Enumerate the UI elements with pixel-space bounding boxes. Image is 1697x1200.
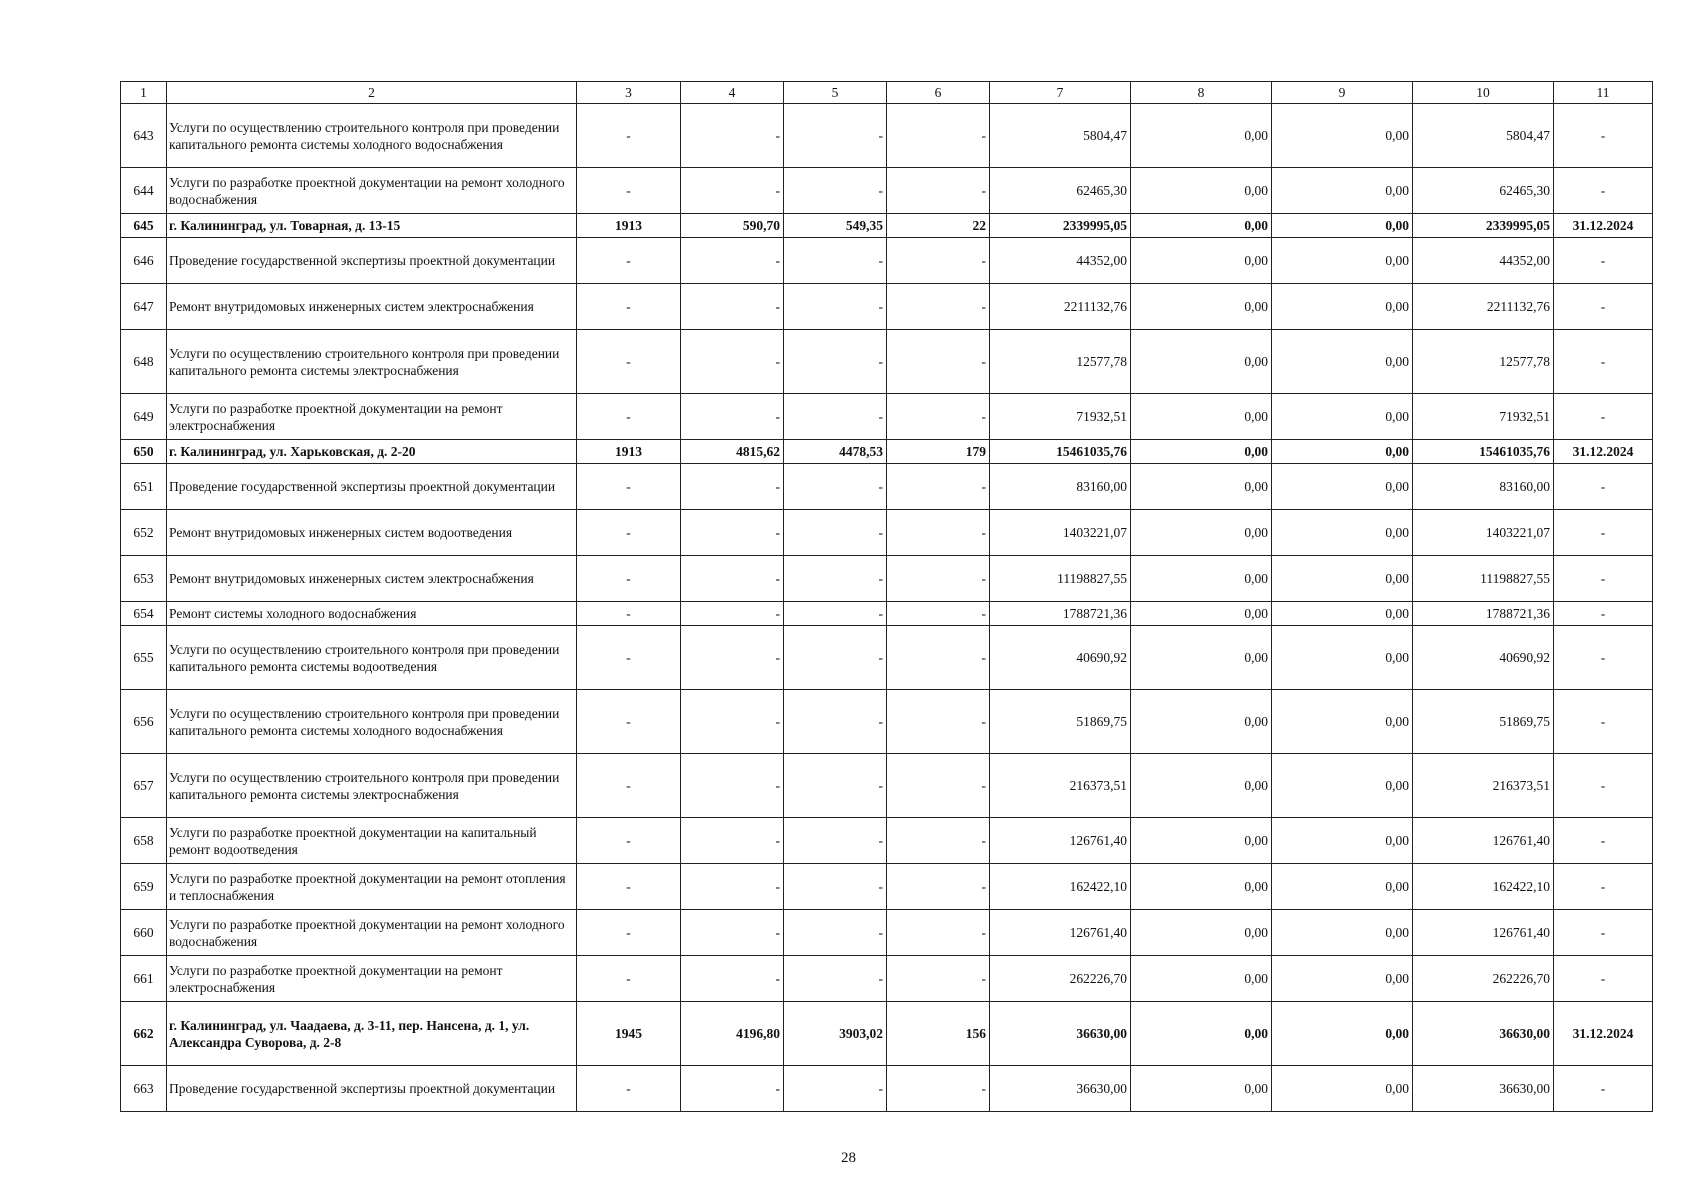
row-number-cell: 653 [121, 556, 167, 602]
residents-cell: - [887, 1066, 990, 1112]
table-row [121, 1002, 1653, 1066]
row-number-cell: 660 [121, 910, 167, 956]
fund-regional-cell: 0,00 [1272, 238, 1413, 284]
year-cell: 1945 [577, 1002, 681, 1066]
year-cell: - [577, 168, 681, 214]
header-cell: 4 [681, 82, 784, 104]
row-number-cell: 645 [121, 214, 167, 238]
area-living-cell: 4478,53 [784, 440, 887, 464]
fund-regional-cell: 0,00 [1272, 214, 1413, 238]
area-total-cell: - [681, 818, 784, 864]
area-living-cell: - [784, 818, 887, 864]
row-number-cell: 652 [121, 510, 167, 556]
table-row [121, 168, 1653, 214]
fund-regional-cell: 0,00 [1272, 556, 1413, 602]
area-living-cell: - [784, 1066, 887, 1112]
area-total-cell: - [681, 956, 784, 1002]
table-row [121, 330, 1653, 394]
table-row [121, 556, 1653, 602]
row-number-cell: 651 [121, 464, 167, 510]
fund-other-cell: 1403221,07 [1413, 510, 1554, 556]
row-number-cell: 647 [121, 284, 167, 330]
row-number-cell: 656 [121, 690, 167, 754]
fund-federal-cell: 0,00 [1131, 602, 1272, 626]
table-row [121, 214, 1653, 238]
table-row [121, 510, 1653, 556]
area-living-cell: - [784, 104, 887, 168]
year-cell: - [577, 910, 681, 956]
area-living-cell: 3903,02 [784, 1002, 887, 1066]
header-cell: 8 [1131, 82, 1272, 104]
fund-other-cell: 262226,70 [1413, 956, 1554, 1002]
header-cell: 10 [1413, 82, 1554, 104]
item-name-cell: Услуги по разработке проектной документации на ремонт электроснабжения [167, 956, 577, 1002]
deadline-cell: - [1554, 818, 1653, 864]
cost-total-cell: 40690,92 [990, 626, 1131, 690]
residents-cell: - [887, 602, 990, 626]
row-number-cell: 663 [121, 1066, 167, 1112]
area-total-cell: - [681, 168, 784, 214]
cost-total-cell: 216373,51 [990, 754, 1131, 818]
area-total-cell: 590,70 [681, 214, 784, 238]
deadline-cell: - [1554, 238, 1653, 284]
fund-federal-cell: 0,00 [1131, 284, 1272, 330]
table-header-row [121, 82, 1653, 104]
budget-table [120, 81, 1653, 1112]
fund-regional-cell: 0,00 [1272, 168, 1413, 214]
residents-cell: - [887, 754, 990, 818]
fund-other-cell: 36630,00 [1413, 1002, 1554, 1066]
row-number-cell: 662 [121, 1002, 167, 1066]
area-total-cell: - [681, 864, 784, 910]
fund-other-cell: 62465,30 [1413, 168, 1554, 214]
fund-federal-cell: 0,00 [1131, 464, 1272, 510]
fund-federal-cell: 0,00 [1131, 754, 1272, 818]
fund-regional-cell: 0,00 [1272, 910, 1413, 956]
area-total-cell: - [681, 556, 784, 602]
item-name-cell: Услуги по осуществлению строительного контроля при проведении капитального ремонта системы водоотведения [167, 626, 577, 690]
area-living-cell: - [784, 626, 887, 690]
cost-total-cell: 44352,00 [990, 238, 1131, 284]
item-name-cell: Проведение государственной экспертизы проектной документации [167, 1066, 577, 1112]
cost-total-cell: 83160,00 [990, 464, 1131, 510]
fund-federal-cell: 0,00 [1131, 864, 1272, 910]
area-living-cell: - [784, 556, 887, 602]
table-row [121, 104, 1653, 168]
cost-total-cell: 126761,40 [990, 910, 1131, 956]
residents-cell: - [887, 284, 990, 330]
year-cell: - [577, 330, 681, 394]
area-total-cell: - [681, 510, 784, 556]
table-row [121, 464, 1653, 510]
table-row [121, 910, 1653, 956]
fund-other-cell: 126761,40 [1413, 910, 1554, 956]
table-row [121, 440, 1653, 464]
fund-other-cell: 71932,51 [1413, 394, 1554, 440]
fund-federal-cell: 0,00 [1131, 818, 1272, 864]
residents-cell: - [887, 464, 990, 510]
residents-cell: - [887, 104, 990, 168]
area-living-cell: - [784, 394, 887, 440]
fund-other-cell: 162422,10 [1413, 864, 1554, 910]
header-cell: 9 [1272, 82, 1413, 104]
table-body [121, 82, 1653, 1112]
fund-federal-cell: 0,00 [1131, 238, 1272, 284]
cost-total-cell: 15461035,76 [990, 440, 1131, 464]
residents-cell: - [887, 910, 990, 956]
year-cell: - [577, 956, 681, 1002]
table-row [121, 956, 1653, 1002]
fund-other-cell: 51869,75 [1413, 690, 1554, 754]
fund-other-cell: 44352,00 [1413, 238, 1554, 284]
fund-regional-cell: 0,00 [1272, 602, 1413, 626]
fund-federal-cell: 0,00 [1131, 214, 1272, 238]
item-name-cell: Услуги по осуществлению строительного контроля при проведении капитального ремонта системы электроснабжения [167, 754, 577, 818]
row-number-cell: 654 [121, 602, 167, 626]
fund-federal-cell: 0,00 [1131, 690, 1272, 754]
fund-regional-cell: 0,00 [1272, 818, 1413, 864]
fund-federal-cell: 0,00 [1131, 956, 1272, 1002]
item-name-cell: Услуги по разработке проектной документации на ремонт холодного водоснабжения [167, 168, 577, 214]
area-living-cell: - [784, 754, 887, 818]
cost-total-cell: 2339995,05 [990, 214, 1131, 238]
item-name-cell: г. Калининград, ул. Чаадаева, д. 3-11, пер. Нансена, д. 1, ул. Александра Суворова, д. 2-8 [167, 1002, 577, 1066]
fund-federal-cell: 0,00 [1131, 556, 1272, 602]
area-total-cell: - [681, 104, 784, 168]
deadline-cell: - [1554, 394, 1653, 440]
area-living-cell: - [784, 168, 887, 214]
residents-cell: - [887, 330, 990, 394]
area-total-cell: - [681, 464, 784, 510]
fund-federal-cell: 0,00 [1131, 104, 1272, 168]
fund-regional-cell: 0,00 [1272, 864, 1413, 910]
residents-cell: - [887, 394, 990, 440]
fund-other-cell: 2339995,05 [1413, 214, 1554, 238]
header-cell: 2 [167, 82, 577, 104]
year-cell: - [577, 754, 681, 818]
fund-regional-cell: 0,00 [1272, 330, 1413, 394]
header-cell: 11 [1554, 82, 1653, 104]
header-cell: 7 [990, 82, 1131, 104]
item-name-cell: Услуги по осуществлению строительного контроля при проведении капитального ремонта системы электроснабжения [167, 330, 577, 394]
table-row [121, 626, 1653, 690]
area-living-cell: - [784, 510, 887, 556]
item-name-cell: Проведение государственной экспертизы проектной документации [167, 464, 577, 510]
header-cell: 3 [577, 82, 681, 104]
fund-other-cell: 2211132,76 [1413, 284, 1554, 330]
year-cell: - [577, 626, 681, 690]
cost-total-cell: 51869,75 [990, 690, 1131, 754]
residents-cell: - [887, 168, 990, 214]
fund-other-cell: 15461035,76 [1413, 440, 1554, 464]
deadline-cell: - [1554, 556, 1653, 602]
area-total-cell: - [681, 238, 784, 284]
residents-cell: - [887, 956, 990, 1002]
deadline-cell: - [1554, 602, 1653, 626]
fund-regional-cell: 0,00 [1272, 1066, 1413, 1112]
header-cell: 6 [887, 82, 990, 104]
cost-total-cell: 5804,47 [990, 104, 1131, 168]
fund-federal-cell: 0,00 [1131, 626, 1272, 690]
deadline-cell: - [1554, 284, 1653, 330]
year-cell: 1913 [577, 440, 681, 464]
area-total-cell: - [681, 330, 784, 394]
item-name-cell: Ремонт внутридомовых инженерных систем электроснабжения [167, 556, 577, 602]
cost-total-cell: 2211132,76 [990, 284, 1131, 330]
cost-total-cell: 36630,00 [990, 1002, 1131, 1066]
item-name-cell: Проведение государственной экспертизы проектной документации [167, 238, 577, 284]
area-living-cell: - [784, 284, 887, 330]
row-number-cell: 650 [121, 440, 167, 464]
cost-total-cell: 262226,70 [990, 956, 1131, 1002]
area-total-cell: - [681, 754, 784, 818]
area-living-cell: - [784, 330, 887, 394]
item-name-cell: Ремонт системы холодного водоснабжения [167, 602, 577, 626]
page-number: 28 [841, 1150, 856, 1166]
fund-regional-cell: 0,00 [1272, 754, 1413, 818]
deadline-cell: - [1554, 754, 1653, 818]
fund-other-cell: 40690,92 [1413, 626, 1554, 690]
year-cell: - [577, 818, 681, 864]
row-number-cell: 658 [121, 818, 167, 864]
cost-total-cell: 12577,78 [990, 330, 1131, 394]
fund-regional-cell: 0,00 [1272, 510, 1413, 556]
cost-total-cell: 62465,30 [990, 168, 1131, 214]
year-cell: - [577, 464, 681, 510]
area-living-cell: - [784, 602, 887, 626]
area-living-cell: - [784, 464, 887, 510]
row-number-cell: 644 [121, 168, 167, 214]
item-name-cell: Услуги по осуществлению строительного контроля при проведении капитального ремонта системы холодного водоснабжения [167, 690, 577, 754]
fund-other-cell: 126761,40 [1413, 818, 1554, 864]
area-total-cell: 4196,80 [681, 1002, 784, 1066]
deadline-cell: - [1554, 690, 1653, 754]
fund-regional-cell: 0,00 [1272, 626, 1413, 690]
table-row [121, 864, 1653, 910]
fund-federal-cell: 0,00 [1131, 394, 1272, 440]
deadline-cell: - [1554, 104, 1653, 168]
deadline-cell: - [1554, 910, 1653, 956]
table-row [121, 1066, 1653, 1112]
area-total-cell: 4815,62 [681, 440, 784, 464]
area-total-cell: - [681, 602, 784, 626]
cost-total-cell: 162422,10 [990, 864, 1131, 910]
year-cell: - [577, 104, 681, 168]
area-total-cell: - [681, 1066, 784, 1112]
fund-federal-cell: 0,00 [1131, 1066, 1272, 1112]
fund-regional-cell: 0,00 [1272, 464, 1413, 510]
year-cell: - [577, 1066, 681, 1112]
area-total-cell: - [681, 284, 784, 330]
cost-total-cell: 126761,40 [990, 818, 1131, 864]
item-name-cell: Услуги по разработке проектной документации на капитальный ремонт водоотведения [167, 818, 577, 864]
area-living-cell: - [784, 864, 887, 910]
row-number-cell: 648 [121, 330, 167, 394]
year-cell: - [577, 602, 681, 626]
fund-federal-cell: 0,00 [1131, 440, 1272, 464]
row-number-cell: 643 [121, 104, 167, 168]
row-number-cell: 661 [121, 956, 167, 1002]
item-name-cell: Ремонт внутридомовых инженерных систем электроснабжения [167, 284, 577, 330]
fund-federal-cell: 0,00 [1131, 330, 1272, 394]
deadline-cell: - [1554, 864, 1653, 910]
deadline-cell: - [1554, 168, 1653, 214]
cost-total-cell: 11198827,55 [990, 556, 1131, 602]
row-number-cell: 657 [121, 754, 167, 818]
fund-federal-cell: 0,00 [1131, 510, 1272, 556]
fund-federal-cell: 0,00 [1131, 168, 1272, 214]
year-cell: - [577, 394, 681, 440]
residents-cell: 179 [887, 440, 990, 464]
area-living-cell: - [784, 956, 887, 1002]
fund-federal-cell: 0,00 [1131, 1002, 1272, 1066]
cost-total-cell: 1403221,07 [990, 510, 1131, 556]
fund-other-cell: 11198827,55 [1413, 556, 1554, 602]
residents-cell: 156 [887, 1002, 990, 1066]
table-row [121, 602, 1653, 626]
row-number-cell: 655 [121, 626, 167, 690]
item-name-cell: Услуги по осуществлению строительного контроля при проведении капитального ремонта системы холодного водоснабжения [167, 104, 577, 168]
row-number-cell: 649 [121, 394, 167, 440]
year-cell: - [577, 556, 681, 602]
year-cell: - [577, 864, 681, 910]
table-row [121, 690, 1653, 754]
item-name-cell: Ремонт внутридомовых инженерных систем водоотведения [167, 510, 577, 556]
fund-other-cell: 83160,00 [1413, 464, 1554, 510]
table-row [121, 238, 1653, 284]
cost-total-cell: 71932,51 [990, 394, 1131, 440]
table-row [121, 394, 1653, 440]
fund-other-cell: 5804,47 [1413, 104, 1554, 168]
area-total-cell: - [681, 626, 784, 690]
deadline-cell: - [1554, 510, 1653, 556]
year-cell: - [577, 510, 681, 556]
fund-other-cell: 1788721,36 [1413, 602, 1554, 626]
fund-regional-cell: 0,00 [1272, 284, 1413, 330]
year-cell: - [577, 284, 681, 330]
header-cell: 5 [784, 82, 887, 104]
residents-cell: - [887, 690, 990, 754]
fund-regional-cell: 0,00 [1272, 690, 1413, 754]
residents-cell: - [887, 818, 990, 864]
area-living-cell: 549,35 [784, 214, 887, 238]
fund-other-cell: 12577,78 [1413, 330, 1554, 394]
residents-cell: - [887, 556, 990, 602]
row-number-cell: 659 [121, 864, 167, 910]
year-cell: 1913 [577, 214, 681, 238]
item-name-cell: г. Калининград, ул. Товарная, д. 13-15 [167, 214, 577, 238]
area-total-cell: - [681, 690, 784, 754]
row-number-cell: 646 [121, 238, 167, 284]
deadline-cell: 31.12.2024 [1554, 1002, 1653, 1066]
item-name-cell: г. Калининград, ул. Харьковская, д. 2-20 [167, 440, 577, 464]
item-name-cell: Услуги по разработке проектной документации на ремонт отопления и теплоснабжения [167, 864, 577, 910]
area-total-cell: - [681, 394, 784, 440]
fund-regional-cell: 0,00 [1272, 1002, 1413, 1066]
item-name-cell: Услуги по разработке проектной документации на ремонт холодного водоснабжения [167, 910, 577, 956]
area-total-cell: - [681, 910, 784, 956]
fund-regional-cell: 0,00 [1272, 394, 1413, 440]
fund-regional-cell: 0,00 [1272, 104, 1413, 168]
residents-cell: - [887, 510, 990, 556]
deadline-cell: 31.12.2024 [1554, 214, 1653, 238]
area-living-cell: - [784, 910, 887, 956]
deadline-cell: 31.12.2024 [1554, 440, 1653, 464]
residents-cell: - [887, 626, 990, 690]
deadline-cell: - [1554, 330, 1653, 394]
residents-cell: 22 [887, 214, 990, 238]
deadline-cell: - [1554, 464, 1653, 510]
year-cell: - [577, 690, 681, 754]
item-name-cell: Услуги по разработке проектной документации на ремонт электроснабжения [167, 394, 577, 440]
deadline-cell: - [1554, 1066, 1653, 1112]
deadline-cell: - [1554, 956, 1653, 1002]
fund-regional-cell: 0,00 [1272, 956, 1413, 1002]
deadline-cell: - [1554, 626, 1653, 690]
cost-total-cell: 36630,00 [990, 1066, 1131, 1112]
table-row [121, 818, 1653, 864]
area-living-cell: - [784, 238, 887, 284]
year-cell: - [577, 238, 681, 284]
fund-federal-cell: 0,00 [1131, 910, 1272, 956]
fund-other-cell: 216373,51 [1413, 754, 1554, 818]
table-row [121, 284, 1653, 330]
fund-regional-cell: 0,00 [1272, 440, 1413, 464]
cost-total-cell: 1788721,36 [990, 602, 1131, 626]
residents-cell: - [887, 864, 990, 910]
table-row [121, 754, 1653, 818]
residents-cell: - [887, 238, 990, 284]
header-cell: 1 [121, 82, 167, 104]
area-living-cell: - [784, 690, 887, 754]
fund-other-cell: 36630,00 [1413, 1066, 1554, 1112]
